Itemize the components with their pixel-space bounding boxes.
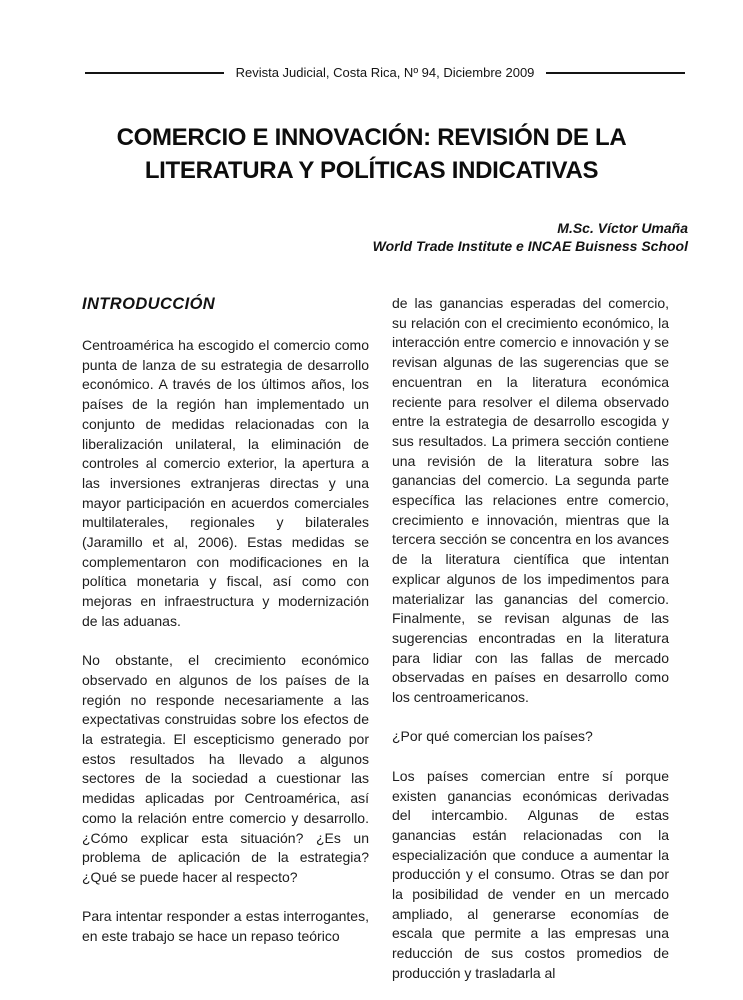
left-column <box>82 294 369 984</box>
article-title-line-1: COMERCIO E INNOVACIÓN: REVISIÓN DE LA <box>116 124 627 151</box>
author-block <box>0 219 688 255</box>
article-title <box>0 121 743 187</box>
article-title-line-2: LITERATURA Y POLÍTICAS INDICATIVAS <box>144 157 599 184</box>
journal-issue-line: Revista Judicial, Costa Rica, Nº 94, Diciembre 2009 <box>235 65 535 80</box>
section-question: ¿Por qué comercian los países? <box>392 728 593 745</box>
paragraph: de las ganancias esperadas del comercio, su relación con el crecimiento económico, la interacción entre comercio e innovación y se revisan algunas de las sugerencias que se encuentran en la literatura económica reciente para resolver el dilema observado entre la estrategia de desarrollo escogida y sus resultados. La primera sección contiene una revisión de la literatura sobre las ganancias del comercio. La segunda parte específica las relaciones entre comercio, crecimiento e innovación, mientras que la tercera sección se concentra en los avances de la literatura científica que intentan explicar algunos de los impedimentos para materializar las ganancias del comercio. Finalmente, se revisan algunas de las sugerencias encontradas en la literatura para lidiar con las fallas de mercado observadas en países en desarrollo como los centroamericanos. <box>392 295 669 706</box>
header-rule-left <box>85 72 224 74</box>
journal-header <box>85 64 685 82</box>
right-column <box>392 294 669 984</box>
section-heading-introduccion: INTRODUCCIÓN <box>82 295 216 313</box>
author-name: M.Sc. Víctor Umaña <box>557 220 688 236</box>
header-rule-right <box>546 72 685 74</box>
paragraph: Centroamérica ha escogido el comercio como punta de lanza de su estrategia de desarrollo económico. A través de los últimos años, los países de la región han implementado un conjunto de medidas relacionadas con la liberalización unilateral, la eliminación de controles al comercio exterior, la apertura a las inversiones extranjeras directas y una mayor participación en acuerdos comerciales multilaterales, regionales y bilaterales (Jaramillo et al, 2006). Estas medidas se complementaron con modificaciones en la política monetaria y fiscal, así como con mejoras en infraestructura y modernización de las aduanas. <box>82 337 369 629</box>
paragraph: Los países comercian entre sí porque existen ganancias económicas derivadas del intercambio. Algunas de estas ganancias están relacionadas con la especialización que conduce a aumentar la producción y el consumo. Otras se dan por la posibilidad de vender en un mercado ampliado, al generarse economías de escala que permite a las empresas una reducción de sus costos promedios de producción y trasladarla al <box>392 767 669 981</box>
paragraph: No obstante, el crecimiento económico observado en algunos de los países de la región no responde necesariamente a las expectativas construidas sobre los efectos de la estrategia. El escepticismo generado por estos resultados ha llevado a algunos sectores de la sociedad a cuestionar las medidas aplicadas por Centroamérica, así como la relación entre comercio y desarrollo. ¿Cómo explicar esta situación? ¿Es un problema de aplicación de la estrategia? ¿Qué se puede hacer al respecto? <box>82 652 369 885</box>
paragraph: Para intentar responder a estas interrogantes, en este trabajo se hace un repaso teórico <box>82 908 369 945</box>
author-affiliation: World Trade Institute e INCAE Buisness School <box>372 238 688 254</box>
article-body <box>82 294 669 984</box>
